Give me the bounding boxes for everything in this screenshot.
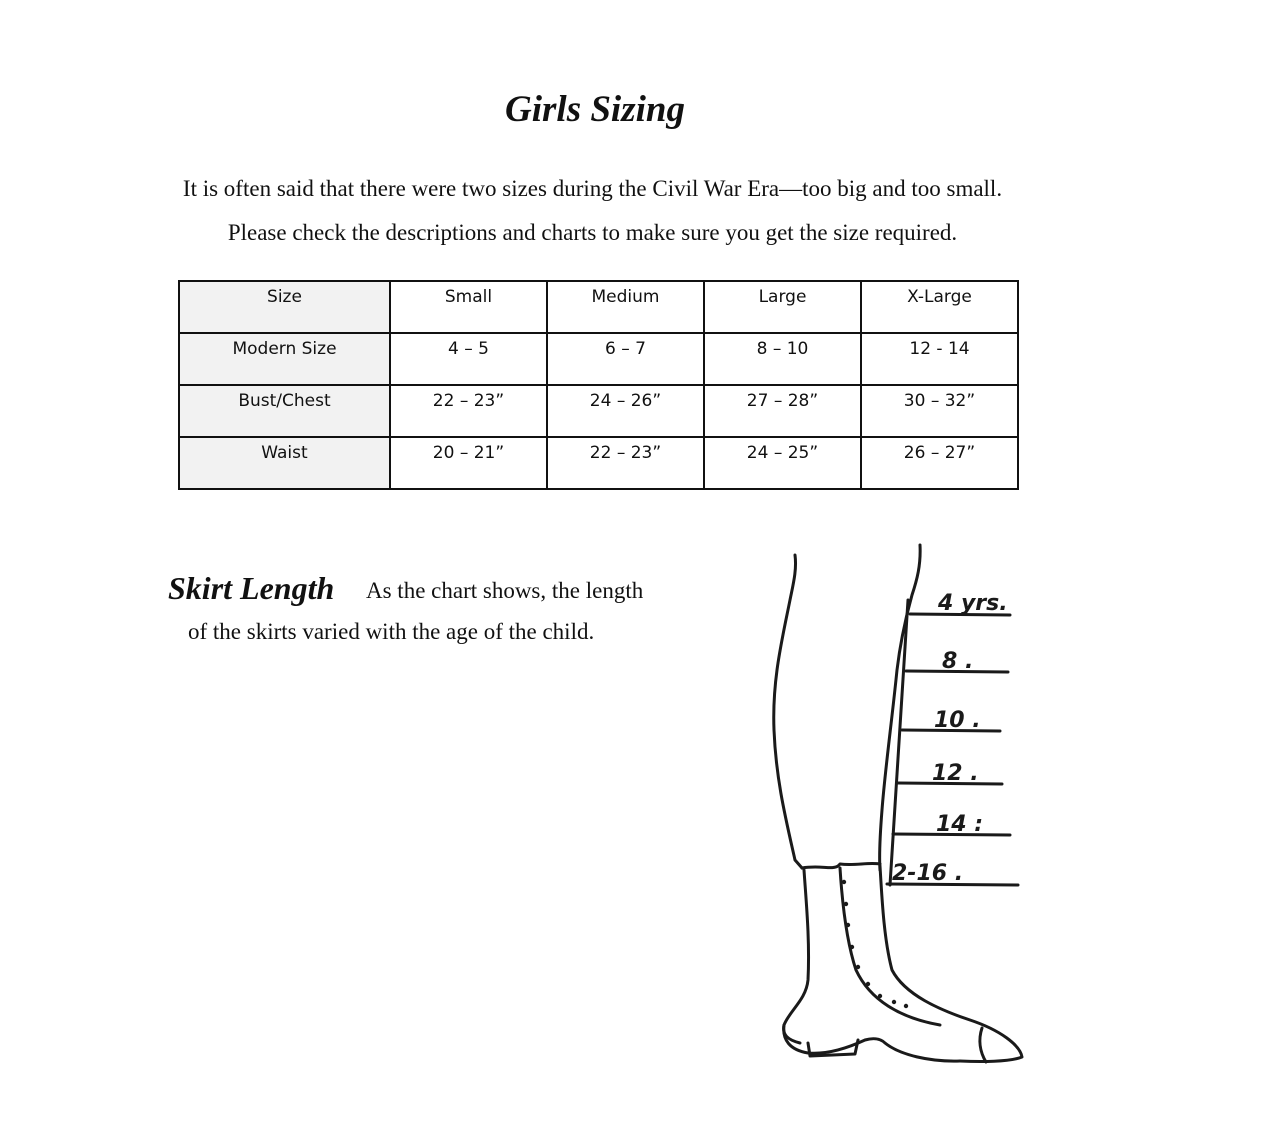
table-cell: 8 – 10 <box>704 333 861 385</box>
skirt-length-text-line-2: of the skirts varied with the age of the child. <box>188 619 595 644</box>
table-cell: 22 – 23” <box>547 437 704 489</box>
leg-back-outline <box>774 555 802 868</box>
table-cell: 27 – 28” <box>704 385 861 437</box>
height-guide-line <box>890 600 908 885</box>
table-row <box>179 385 1018 437</box>
table-cell: 24 – 26” <box>547 385 704 437</box>
intro-line-1: It is often said that there were two sizes during the Civil War Era—too big and too small. <box>182 176 1003 201</box>
table-cell: 6 – 7 <box>547 333 704 385</box>
table-header-cell: Small <box>390 281 547 333</box>
table-row <box>179 437 1018 489</box>
age-label: 10 . <box>934 708 981 733</box>
age-label: 8 . <box>942 649 974 674</box>
table-header-row <box>179 281 1018 333</box>
row-label: Waist <box>179 437 390 489</box>
table-cell: 4 – 5 <box>390 333 547 385</box>
intro-line-2: Please check the descriptions and charts to make sure you get the size required. <box>227 220 958 245</box>
leg-boot-illustration <box>760 540 1040 1075</box>
boot-front-outline <box>880 866 1022 1062</box>
table-cell: 30 – 32” <box>861 385 1018 437</box>
table-cell: 20 – 21” <box>390 437 547 489</box>
table-row <box>179 333 1018 385</box>
age-label: 12 . <box>932 761 979 786</box>
table-cell: 12 - 14 <box>861 333 1018 385</box>
row-label: Bust/Chest <box>179 385 390 437</box>
age-label: 2-16 . <box>892 861 964 886</box>
size-table <box>178 280 1019 490</box>
row-label: Modern Size <box>179 333 390 385</box>
table-cell: 24 – 25” <box>704 437 861 489</box>
table-header-cell: X-Large <box>861 281 1018 333</box>
table-cell: 26 – 27” <box>861 437 1018 489</box>
age-label: 4 yrs. <box>938 591 1008 616</box>
skirt-length-heading: Skirt Length <box>168 570 335 606</box>
table-header-cell: Size <box>179 281 390 333</box>
table-header-cell: Large <box>704 281 861 333</box>
table-cell: 22 – 23” <box>390 385 547 437</box>
table-header-cell: Medium <box>547 281 704 333</box>
skirt-length-text-line-1: As the chart shows, the length <box>366 578 644 603</box>
boot-back-outline <box>784 870 809 1043</box>
page-title: Girls Sizing <box>505 89 685 130</box>
boot-toe-cap <box>980 1028 986 1062</box>
age-label: 14 : <box>936 812 984 837</box>
